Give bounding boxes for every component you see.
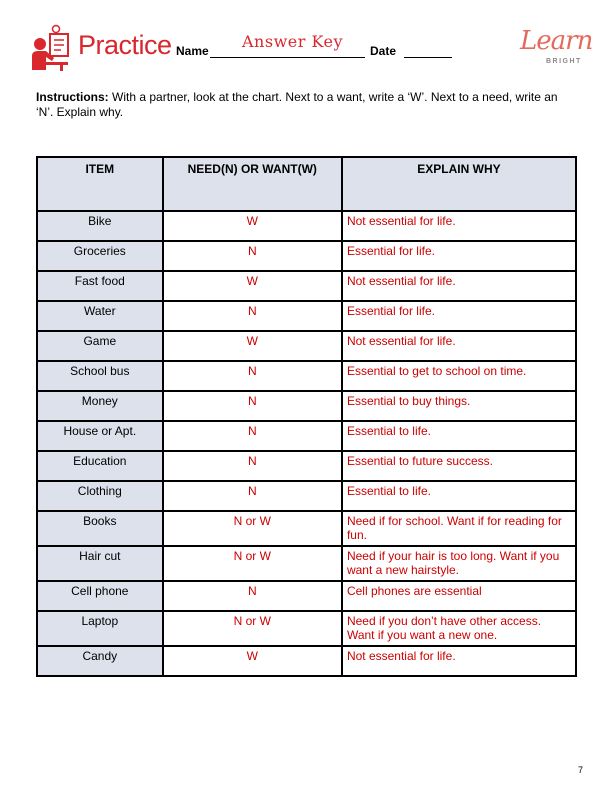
date-label: Date <box>370 44 397 58</box>
student-at-board-icon <box>30 24 74 72</box>
item-cell: Game <box>37 331 163 361</box>
why-cell: Essential to life. <box>342 421 576 451</box>
need-cell: N <box>163 421 342 451</box>
item-cell: Water <box>37 301 163 331</box>
why-cell: Essential for life. <box>342 241 576 271</box>
need-cell: W <box>163 331 342 361</box>
item-cell: Education <box>37 451 163 481</box>
page-number: 7 <box>578 765 584 775</box>
why-cell: Need if for school. Want if for reading for fun. <box>342 511 576 546</box>
need-cell: N <box>163 241 342 271</box>
item-cell: Candy <box>37 646 163 676</box>
date-field[interactable] <box>404 57 452 58</box>
need-cell: N <box>163 451 342 481</box>
table-row <box>37 611 576 646</box>
why-cell: Essential to life. <box>342 481 576 511</box>
name-label: Name <box>176 44 209 58</box>
why-cell: Essential to future success. <box>342 451 576 481</box>
need-cell: N <box>163 481 342 511</box>
item-cell: Bike <box>37 211 163 241</box>
item-cell: School bus <box>37 361 163 391</box>
why-cell: Not essential for life. <box>342 331 576 361</box>
item-cell: Clothing <box>37 481 163 511</box>
table-row <box>37 361 576 391</box>
header-item: ITEM <box>37 157 163 211</box>
table-row <box>37 211 576 241</box>
table-row <box>37 301 576 331</box>
table-row <box>37 331 576 361</box>
brand-name: Learn <box>520 26 593 56</box>
instructions-text: With a partner, look at the chart. Next to a want, write a ‘W’. Next to a need, write an ‘N’. Explain why. <box>36 90 558 119</box>
table-row <box>37 511 576 546</box>
need-cell: N or W <box>163 511 342 546</box>
learn-bright-logo <box>520 24 592 74</box>
table-row <box>37 581 576 611</box>
name-field[interactable] <box>210 57 365 58</box>
why-cell: Essential to buy things. <box>342 391 576 421</box>
why-cell: Need if you don’t have other access. Want if you want a new one. <box>342 611 576 646</box>
need-cell: N or W <box>163 546 342 581</box>
item-cell: Books <box>37 511 163 546</box>
name-value: Answer Key <box>242 32 343 51</box>
header-explain-why: EXPLAIN WHY <box>342 157 576 211</box>
table-row <box>37 451 576 481</box>
item-cell: Money <box>37 391 163 421</box>
why-cell: Not essential for life. <box>342 271 576 301</box>
need-cell: W <box>163 211 342 241</box>
need-cell: N <box>163 581 342 611</box>
page-header <box>30 20 593 76</box>
need-cell: N <box>163 301 342 331</box>
need-cell: W <box>163 271 342 301</box>
table-row <box>37 481 576 511</box>
item-cell: Fast food <box>37 271 163 301</box>
item-cell: Laptop <box>37 611 163 646</box>
need-cell: N or W <box>163 611 342 646</box>
table-row <box>37 646 576 676</box>
table-row <box>37 241 576 271</box>
item-cell: Groceries <box>37 241 163 271</box>
brand-subtitle: BRIGHT <box>546 58 582 65</box>
table-row <box>37 421 576 451</box>
instructions <box>36 90 576 120</box>
table-row <box>37 271 576 301</box>
why-cell: Need if your hair is too long. Want if you want a new hairstyle. <box>342 546 576 581</box>
why-cell: Essential to get to school on time. <box>342 361 576 391</box>
item-cell: House or Apt. <box>37 421 163 451</box>
need-cell: W <box>163 646 342 676</box>
need-cell: N <box>163 391 342 421</box>
instructions-label: Instructions: <box>36 90 109 104</box>
table-row <box>37 391 576 421</box>
item-cell: Cell phone <box>37 581 163 611</box>
needs-wants-table <box>36 156 577 677</box>
item-cell: Hair cut <box>37 546 163 581</box>
why-cell: Cell phones are essential <box>342 581 576 611</box>
header-need-or-want: NEED(N) OR WANT(W) <box>163 157 342 211</box>
why-cell: Essential for life. <box>342 301 576 331</box>
why-cell: Not essential for life. <box>342 211 576 241</box>
table-row <box>37 546 576 581</box>
why-cell: Not essential for life. <box>342 646 576 676</box>
page-title: Practice <box>78 30 172 60</box>
need-cell: N <box>163 361 342 391</box>
